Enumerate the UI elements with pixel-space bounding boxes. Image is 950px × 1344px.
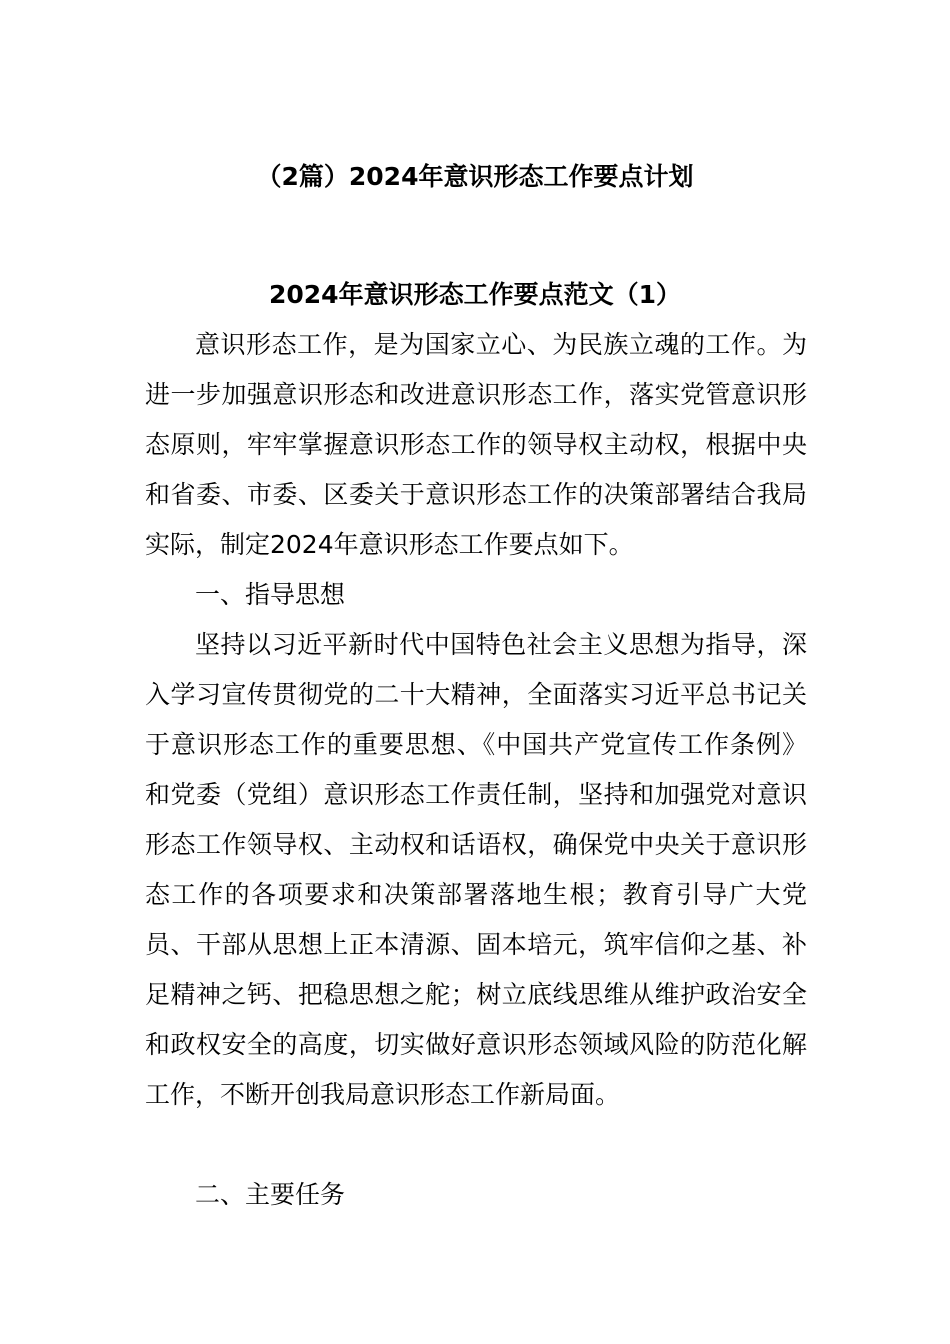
section-title: 2024年意识形态工作要点范文（1） bbox=[269, 280, 681, 309]
document-title: （2篇）2024年意识形态工作要点计划 bbox=[256, 162, 694, 191]
heading-main-tasks: 二、主要任务 bbox=[195, 1180, 346, 1209]
intro-paragraph: 意识形态工作，是为国家立心、为民族立魂的工作。为进一步加强意识形态和改进意识形态工作，落实党管意识形态原则，牢牢掌握意识形态工作的领导权主动权，根据中央和省委、市委、区委关于意识形态工作的决策部署结合我局实际，制定2024年意识形态工作要点如下。 bbox=[145, 330, 807, 559]
guiding-thought-paragraph: 坚持以习近平新时代中国特色社会主义思想为指导，深入学习宣传贯彻党的二十大精神，全面落实习近平总书记关于意识形态工作的重要思想、《中国共产党宣传工作条例》和党委（党组）意识形态工作责任制，坚持和加强党对意识形态工作领导权、主动权和话语权，确保党中央关于意识形态工作的各项要求和决策部署落地生根；教育引导广大党员、干部从思想上正本清源、固本培元，筑牢信仰之基、补足精神之钙、把稳思想之舵；树立底线思维从维护政治安全和政权安全的高度，切实做好意识形态领域风险的防范化解工作，不断开创我局意识形态工作新局面。 bbox=[145, 630, 807, 1109]
heading-guiding-thought: 一、指导思想 bbox=[195, 580, 346, 609]
